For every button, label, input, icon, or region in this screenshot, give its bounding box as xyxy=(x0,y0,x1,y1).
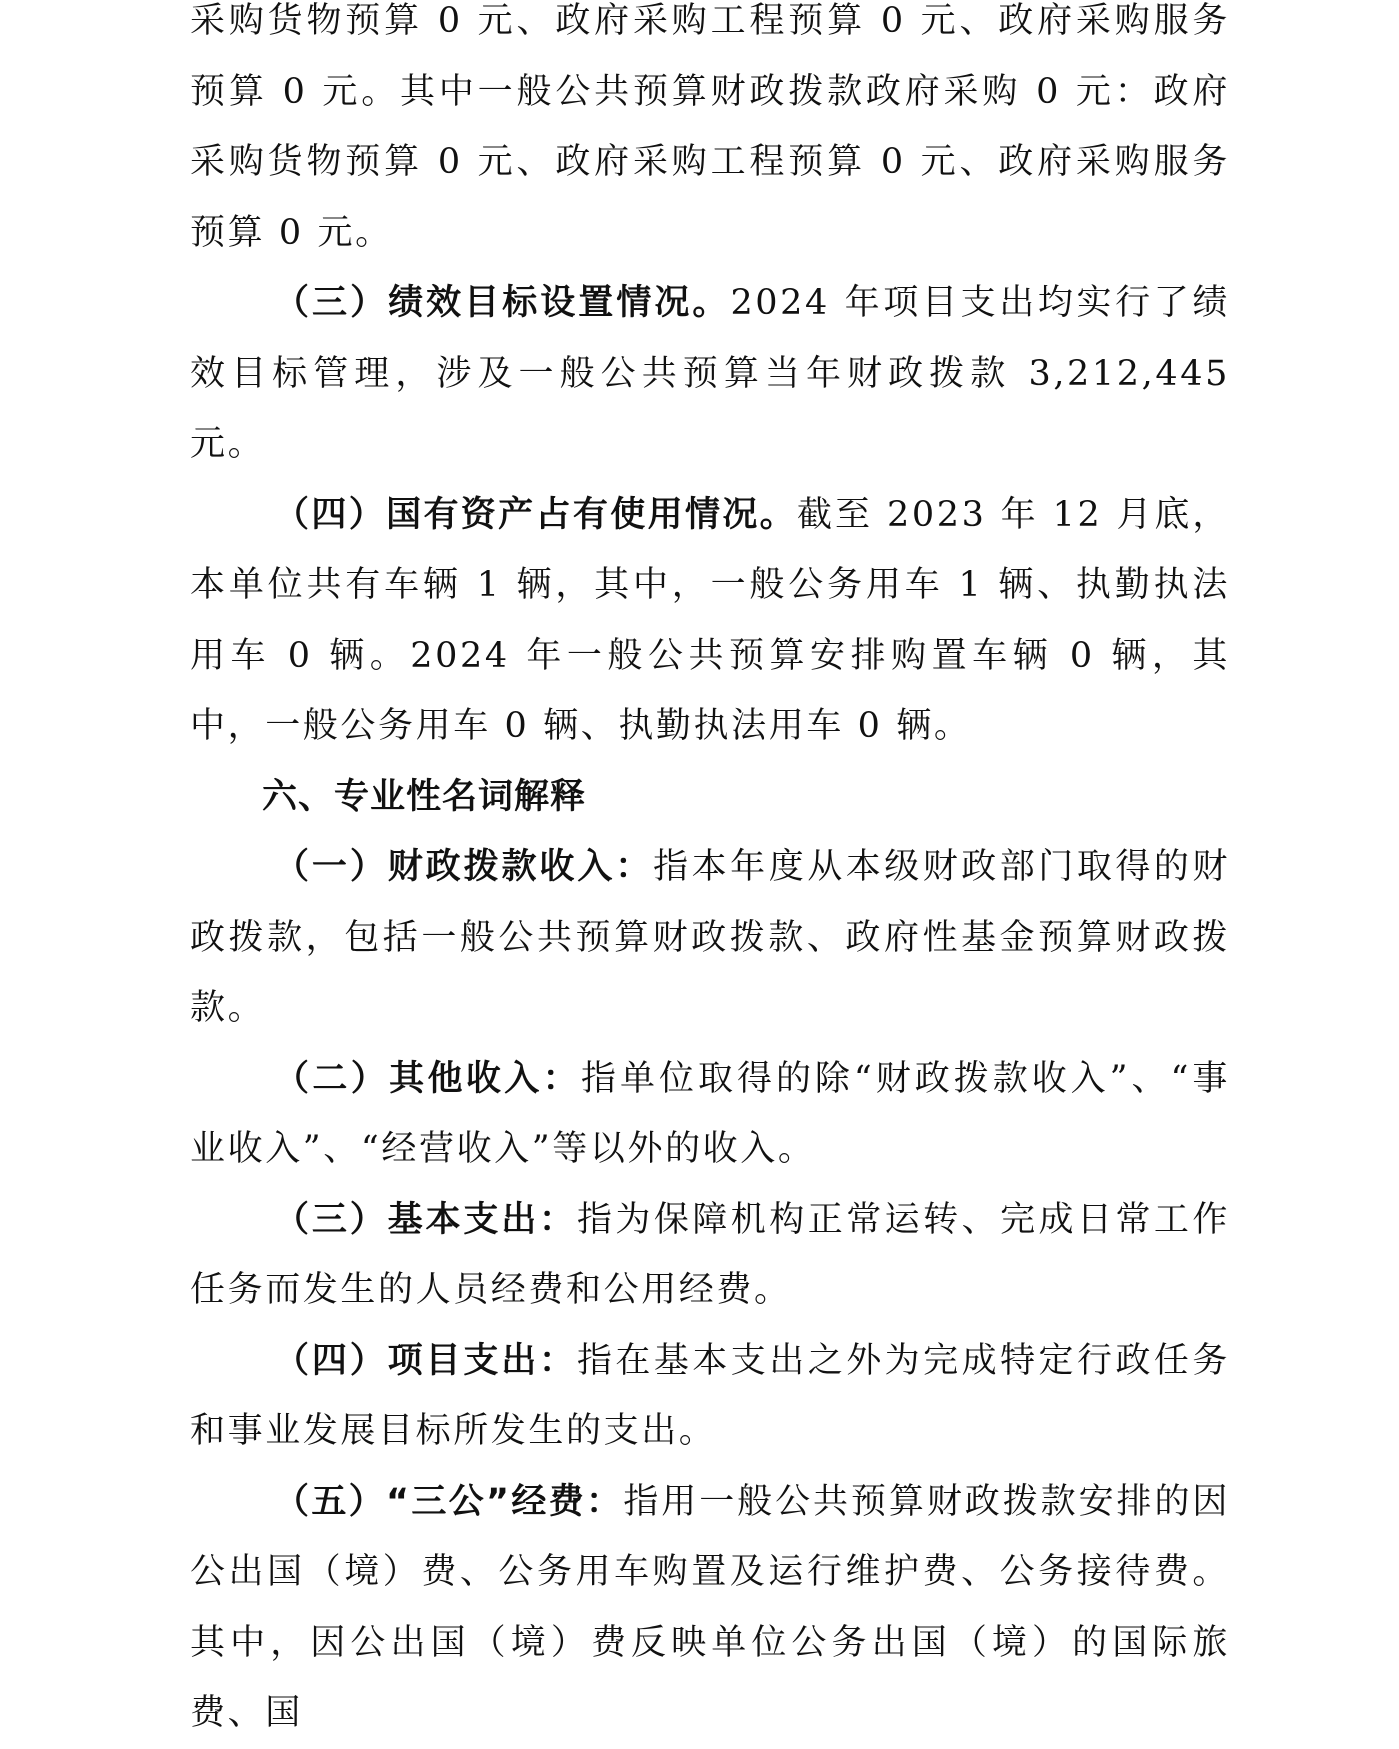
term-definition: 指在基本支出之外为完成特定行政任务和事业发展目标所发生的支出。 xyxy=(190,1340,1230,1451)
term-definition: 指本年度从本级财政部门取得的财政拨款，包括一般公共预算财政拨款、政府性基金预算财政拨款。 xyxy=(190,847,1230,1028)
paragraph-text: 采购货物预算 0 元、政府采购工程预算 0 元、政府采购服务预算 0 元。其中一般公共预算财政拨款政府采购 0 元：政府采购货物预算 0 元、政府采购工程预算 0 元、政府采购服务预算 0 元。 xyxy=(190,1,1230,253)
term-definition: 指单位取得的除“财政拨款收入”、“事业收入”、“经营收入”等以外的收入。 xyxy=(190,1058,1230,1169)
paragraph-state-assets xyxy=(190,480,1230,762)
term-project-expenditure xyxy=(190,1326,1230,1467)
section-heading: 六、专业性名词解释 xyxy=(262,776,587,817)
paragraph-performance-targets xyxy=(190,268,1230,480)
term-basic-expenditure xyxy=(190,1185,1230,1326)
term-label: （一）财政拨款收入： xyxy=(274,847,654,887)
term-definition: 指为保障机构正常运转、完成日常工作任务而发生的人员经费和公用经费。 xyxy=(190,1199,1230,1310)
term-other-income xyxy=(190,1044,1230,1185)
paragraph-heading: （三）绩效目标设置情况。 xyxy=(274,283,731,323)
term-label: （二）其他收入： xyxy=(274,1058,582,1099)
paragraph-heading: （四）国有资产占有使用情况。 xyxy=(274,494,798,535)
paragraph-text: 截至 2023 年 12 月底，本单位共有车辆 1 辆，其中，一般公务用车 1 辆、执勤执法用车 0 辆。2024 年一般公共预算安排购置车辆 0 辆，其中，一般公务用车 0 辆、执勤执法用车 0 辆。 xyxy=(190,494,1230,746)
term-fiscal-appropriation-income xyxy=(190,832,1230,1044)
term-definition: 指用一般公共预算财政拨款安排的因公出国（境）费、公务用车购置及运行维护费、公务接待费。其中，因公出国（境）费反映单位公务出国（境）的国际旅费、国 xyxy=(190,1481,1230,1733)
term-three-public-expenses xyxy=(190,1467,1230,1749)
term-label: （三）基本支出： xyxy=(274,1199,577,1240)
paragraph-procurement-continued xyxy=(190,0,1230,268)
term-label: （四）项目支出： xyxy=(274,1340,577,1381)
document-page xyxy=(190,0,1230,1749)
paragraph-text: 2024 年项目支出均实行了绩效目标管理，涉及一般公共预算当年财政拨款 3,212,445 元。 xyxy=(190,283,1230,464)
term-label: （五）“三公”经费： xyxy=(274,1481,624,1522)
